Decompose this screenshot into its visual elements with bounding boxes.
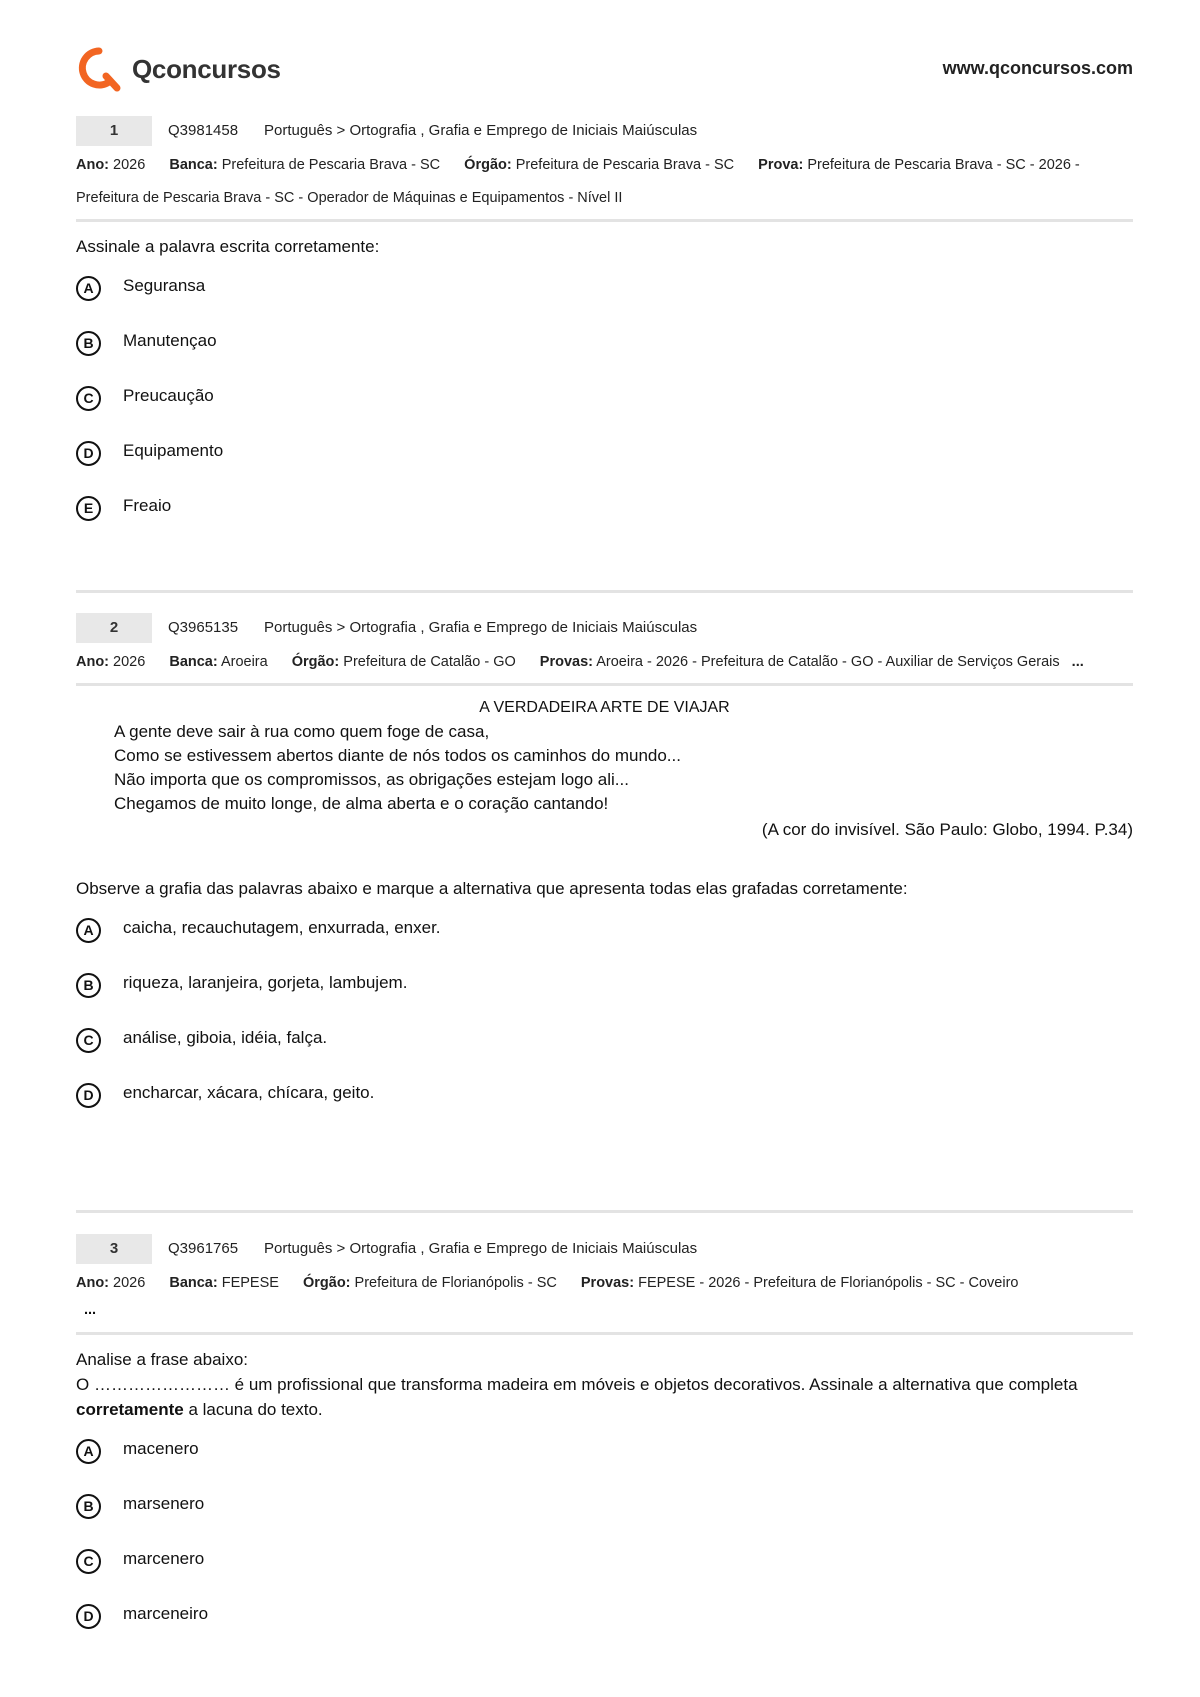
question-separator: [76, 590, 1133, 593]
alternative-b[interactable]: [76, 1489, 1133, 1544]
brand-name: Qconcursos: [132, 54, 281, 84]
alternative-text: marcenero: [123, 1549, 205, 1568]
banca-value: Aroeira: [220, 654, 268, 670]
question-number: 3: [76, 1234, 152, 1264]
question-statement: Assinale a palavra escrita corretamente:: [76, 237, 380, 256]
question-statement: [76, 1372, 1133, 1422]
statement-part: a lacuna do texto.: [183, 1400, 323, 1419]
alternative-text: Preucaução: [123, 386, 214, 405]
orgao-label: Órgão:: [464, 157, 512, 173]
question-header: [76, 116, 1133, 146]
orgao-label: Órgão:: [291, 654, 340, 670]
alternative-letter-d[interactable]: D: [76, 441, 101, 466]
question-number: 1: [76, 116, 152, 146]
statement-bold: corretamente: [76, 1400, 184, 1419]
alternative-letter-b[interactable]: B: [76, 973, 101, 998]
alternative-letter-b[interactable]: B: [76, 1494, 101, 1519]
alternative-b[interactable]: [76, 326, 1133, 381]
alternative-d[interactable]: [76, 436, 1133, 491]
question-id[interactable]: Q3961765: [168, 1240, 239, 1257]
site-url[interactable]: www.qconcursos.com: [942, 58, 1133, 78]
alternative-text: encharcar, xácara, chícara, geito.: [123, 1083, 375, 1102]
alternative-a[interactable]: [76, 1434, 1133, 1489]
alternative-d[interactable]: [76, 1078, 1133, 1133]
orgao-value: Prefeitura de Pescaria Brava - SC: [515, 157, 735, 173]
more-provas-link[interactable]: ...: [1071, 654, 1084, 670]
alternative-letter-d[interactable]: D: [76, 1083, 101, 1108]
more-row: [76, 1300, 1133, 1330]
page-header: [76, 44, 1133, 94]
banca-value: FEPESE: [221, 1275, 279, 1291]
alternative-letter-c[interactable]: C: [76, 386, 101, 411]
orgao-value: Prefeitura de Catalão - GO: [343, 654, 516, 670]
divider: [76, 219, 1133, 222]
question-id[interactable]: Q3965135: [168, 619, 239, 636]
alternative-text: marceneiro: [123, 1604, 209, 1623]
question-header: [76, 1234, 1133, 1264]
alternative-text: macenero: [123, 1439, 199, 1458]
banca-label: Banca:: [169, 157, 218, 173]
alternative-d[interactable]: [76, 1599, 1133, 1654]
question-statement-intro: Analise a frase abaixo:: [76, 1350, 248, 1369]
alternatives-list: [76, 271, 1133, 546]
alternative-text: Equipamento: [123, 441, 224, 460]
orgao-label: Órgão:: [302, 1275, 351, 1291]
question-id[interactable]: Q3981458: [168, 122, 239, 139]
statement-part: O …………………… é um profissional que transforma madeira em móveis e objetos decorativos. Assinale a alternativa que completa: [76, 1375, 1078, 1394]
prova-label: Provas:: [539, 654, 593, 670]
more-provas-link[interactable]: ...: [84, 1302, 97, 1318]
alternative-c[interactable]: [76, 1023, 1133, 1078]
question-meta: [76, 646, 1133, 679]
divider: [76, 1332, 1133, 1335]
question-separator: [76, 1210, 1133, 1213]
prova-label: Provas:: [580, 1275, 635, 1291]
question-3: [76, 1234, 1133, 1654]
poem-line: Como se estivessem abertos diante de nós todos os caminhos do mundo...: [114, 746, 681, 765]
question-subject[interactable]: Português > Ortografia , Grafia e Emprego de Iniciais Maiúsculas: [264, 1240, 698, 1257]
alternative-text: Seguransa: [123, 276, 206, 295]
prova-value: FEPESE - 2026 - Prefeitura de Florianópolis - SC - Coveiro: [638, 1275, 1019, 1291]
question-subject[interactable]: Português > Ortografia , Grafia e Emprego de Iniciais Maiúsculas: [264, 122, 698, 139]
alternative-letter-b[interactable]: B: [76, 331, 101, 356]
ano-value: 2026: [113, 654, 146, 670]
question-meta: [76, 149, 1133, 215]
question-number: 2: [76, 613, 152, 643]
alternative-letter-a[interactable]: A: [76, 1439, 101, 1464]
alternative-c[interactable]: [76, 381, 1133, 436]
question-meta: [76, 1267, 1133, 1300]
question-statement: Observe a grafia das palavras abaixo e marque a alternativa que apresenta todas elas grafadas corretamente:: [76, 879, 908, 898]
alternative-text: riqueza, laranjeira, gorjeta, lambujem.: [123, 973, 408, 992]
alternative-letter-a[interactable]: A: [76, 276, 101, 301]
poem-source: (A cor do invisível. São Paulo: Globo, 1994. P.34): [761, 820, 1133, 839]
banca-value: Prefeitura de Pescaria Brava - SC: [221, 157, 441, 173]
prova-value: Aroeira - 2026 - Prefeitura de Catalão - GO - Auxiliar de Serviços Gerais: [596, 654, 1060, 670]
alternative-text: Manutençao: [123, 331, 217, 350]
ano-label: Ano:: [76, 1275, 110, 1291]
alternative-letter-c[interactable]: C: [76, 1028, 101, 1053]
alternative-a[interactable]: [76, 271, 1133, 326]
poem-line: Chegamos de muito longe, de alma aberta e o coração cantando!: [114, 794, 609, 813]
question-header: [76, 613, 1133, 643]
ano-label: Ano:: [76, 654, 110, 670]
banca-label: Banca:: [169, 1275, 218, 1291]
alternative-text: Freaio: [123, 496, 172, 515]
support-text: [76, 696, 1133, 842]
alternative-letter-d[interactable]: D: [76, 1604, 101, 1629]
ano-value: 2026: [113, 1275, 146, 1291]
alternative-text: análise, giboia, idéia, falça.: [123, 1028, 328, 1047]
poem-line: A gente deve sair à rua como quem foge de casa,: [114, 722, 490, 741]
alternative-letter-c[interactable]: C: [76, 1549, 101, 1574]
alternatives-list: [76, 1434, 1133, 1654]
alternative-text: marsenero: [123, 1494, 205, 1513]
alternative-letter-a[interactable]: A: [76, 918, 101, 943]
question-subject[interactable]: Português > Ortografia , Grafia e Emprego de Iniciais Maiúsculas: [264, 619, 698, 636]
ano-label: Ano:: [76, 157, 110, 173]
alternative-b[interactable]: [76, 968, 1133, 1023]
prova-value: Prefeitura de Pescaria Brava - SC - 2026 - Prefeitura de Pescaria Brava - SC - Operador de Máquinas e Equipamentos - Nível II: [76, 157, 1080, 206]
question-1: [76, 116, 1133, 546]
alternative-text: caicha, recauchutagem, enxurrada, enxer.: [123, 918, 441, 937]
alternatives-list: [76, 913, 1133, 1133]
alternative-letter-e[interactable]: E: [76, 496, 101, 521]
poem-line: Não importa que os compromissos, as obrigações estejam logo ali...: [114, 770, 629, 789]
orgao-value: Prefeitura de Florianópolis - SC: [354, 1275, 557, 1291]
alternative-a[interactable]: [76, 913, 1133, 968]
prova-label: Prova:: [758, 157, 804, 173]
alternative-e[interactable]: [76, 491, 1133, 546]
ano-value: 2026: [113, 157, 146, 173]
divider: [76, 683, 1133, 686]
qconcursos-logo-icon: [76, 46, 122, 92]
banca-label: Banca:: [169, 654, 218, 670]
poem-title: A VERDADEIRA ARTE DE VIAJAR: [479, 699, 730, 716]
question-2: [76, 613, 1133, 1133]
alternative-c[interactable]: [76, 1544, 1133, 1599]
